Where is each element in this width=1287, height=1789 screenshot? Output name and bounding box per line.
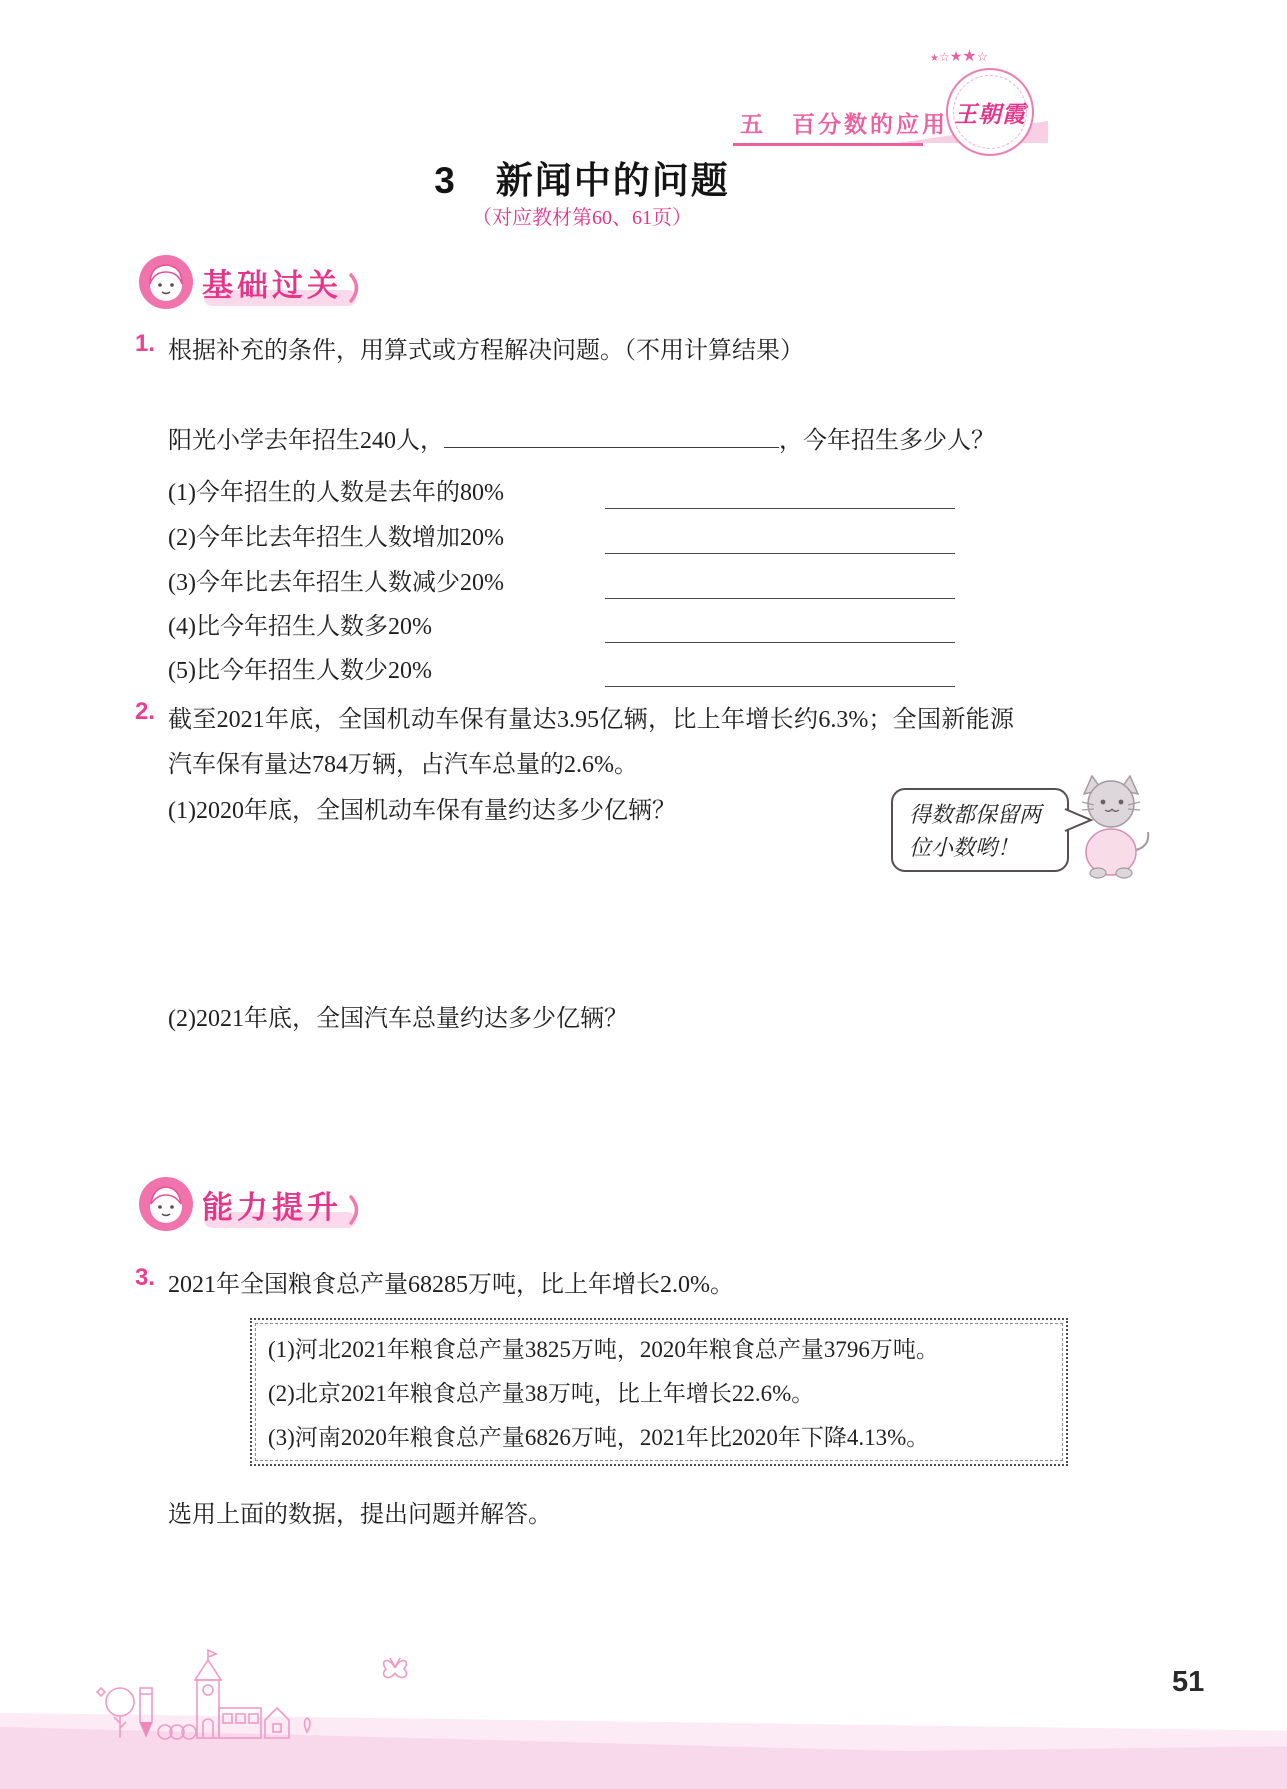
data-item: (1)河北2021年粮食总产量3825万吨，2020年粮食总产量3796万吨。	[268, 1337, 939, 1362]
answer-blank-line	[605, 553, 955, 554]
bubble-text-line1: 得数都保留两	[909, 802, 1042, 827]
answer-blank-line	[444, 424, 779, 448]
q1-number: 1.	[135, 330, 156, 357]
section-badge-basic	[138, 254, 364, 310]
answer-blank-line	[605, 598, 955, 599]
q1-stem	[168, 420, 995, 455]
q1-stem-suffix: ，今年招生多少人？	[779, 428, 995, 454]
q3-number: 3.	[135, 1264, 156, 1291]
page-title: 3 新闻中的问题	[434, 160, 730, 201]
q3-instruction: 选用上面的数据，提出问题并解答。	[168, 1502, 552, 1528]
chapter-heading: 五 百分数的应用	[740, 111, 948, 137]
page-subtitle: （对应教材第60、61页）	[472, 207, 692, 229]
q1-item: (4)比今年招生人数多20%	[168, 614, 432, 640]
data-item: (3)河南2020年粮食总产量6826万吨，2021年比2020年下降4.13%。	[268, 1425, 930, 1450]
chapter-underline	[733, 143, 923, 146]
bubble-text-line2: 位小数哟！	[909, 835, 1020, 860]
badge-label: 基础过关	[202, 267, 342, 303]
brand-stamp-circle	[946, 68, 1034, 156]
hint-speech-bubble	[891, 788, 1069, 872]
q1-item: (3)今年比去年招生人数减少20%	[168, 570, 504, 596]
badge-label: 能力提升	[202, 1189, 342, 1225]
badge-tail-icon	[348, 1194, 364, 1226]
q1-stem-prefix: 阳光小学去年招生240人，	[168, 428, 444, 454]
stars-icon: ★☆★★☆	[930, 48, 989, 65]
answer-blank-line	[605, 686, 955, 687]
q3-prompt: 2021年全国粮食总产量68285万吨，比上年增长2.0%。	[168, 1272, 734, 1298]
q2-sub1: (1)2020年底，全国机动车保有量约达多少亿辆？	[168, 798, 676, 824]
q1-prompt: 根据补充的条件，用算式或方程解决问题。（不用计算结果）	[168, 338, 804, 364]
brand-name: 王朝霞	[954, 101, 1026, 127]
boy-mascot-icon	[138, 1176, 194, 1232]
footer-doodles-illustration	[95, 1648, 445, 1748]
girl-mascot-icon	[138, 254, 194, 310]
q3-data-box	[250, 1318, 1068, 1466]
answer-blank-line	[605, 508, 955, 509]
data-item: (2)北京2021年粮食总产量38万吨，比上年增长22.6%。	[268, 1381, 815, 1406]
section-badge-advanced	[138, 1176, 364, 1232]
q2-sub2: (2)2021年底，全国汽车总量约达多少亿辆？	[168, 1006, 628, 1032]
answer-blank-line	[605, 642, 955, 643]
q2-number: 2.	[135, 698, 156, 725]
q1-item: (5)比今年招生人数少20%	[168, 658, 432, 684]
badge-tail-icon	[348, 272, 364, 304]
q1-item: (2)今年比去年招生人数增加20%	[168, 525, 504, 551]
q2-prompt: 截至2021年底，全国机动车保有量达3.95亿辆，比上年增长约6.3%；全国新能源汽车保有量达784万辆，占汽车总量的2.6%。	[168, 707, 1014, 778]
page-number: 51	[1172, 1666, 1205, 1698]
q1-item: (1)今年招生的人数是去年的80%	[168, 480, 504, 506]
speech-bubble-tail	[1064, 806, 1094, 834]
